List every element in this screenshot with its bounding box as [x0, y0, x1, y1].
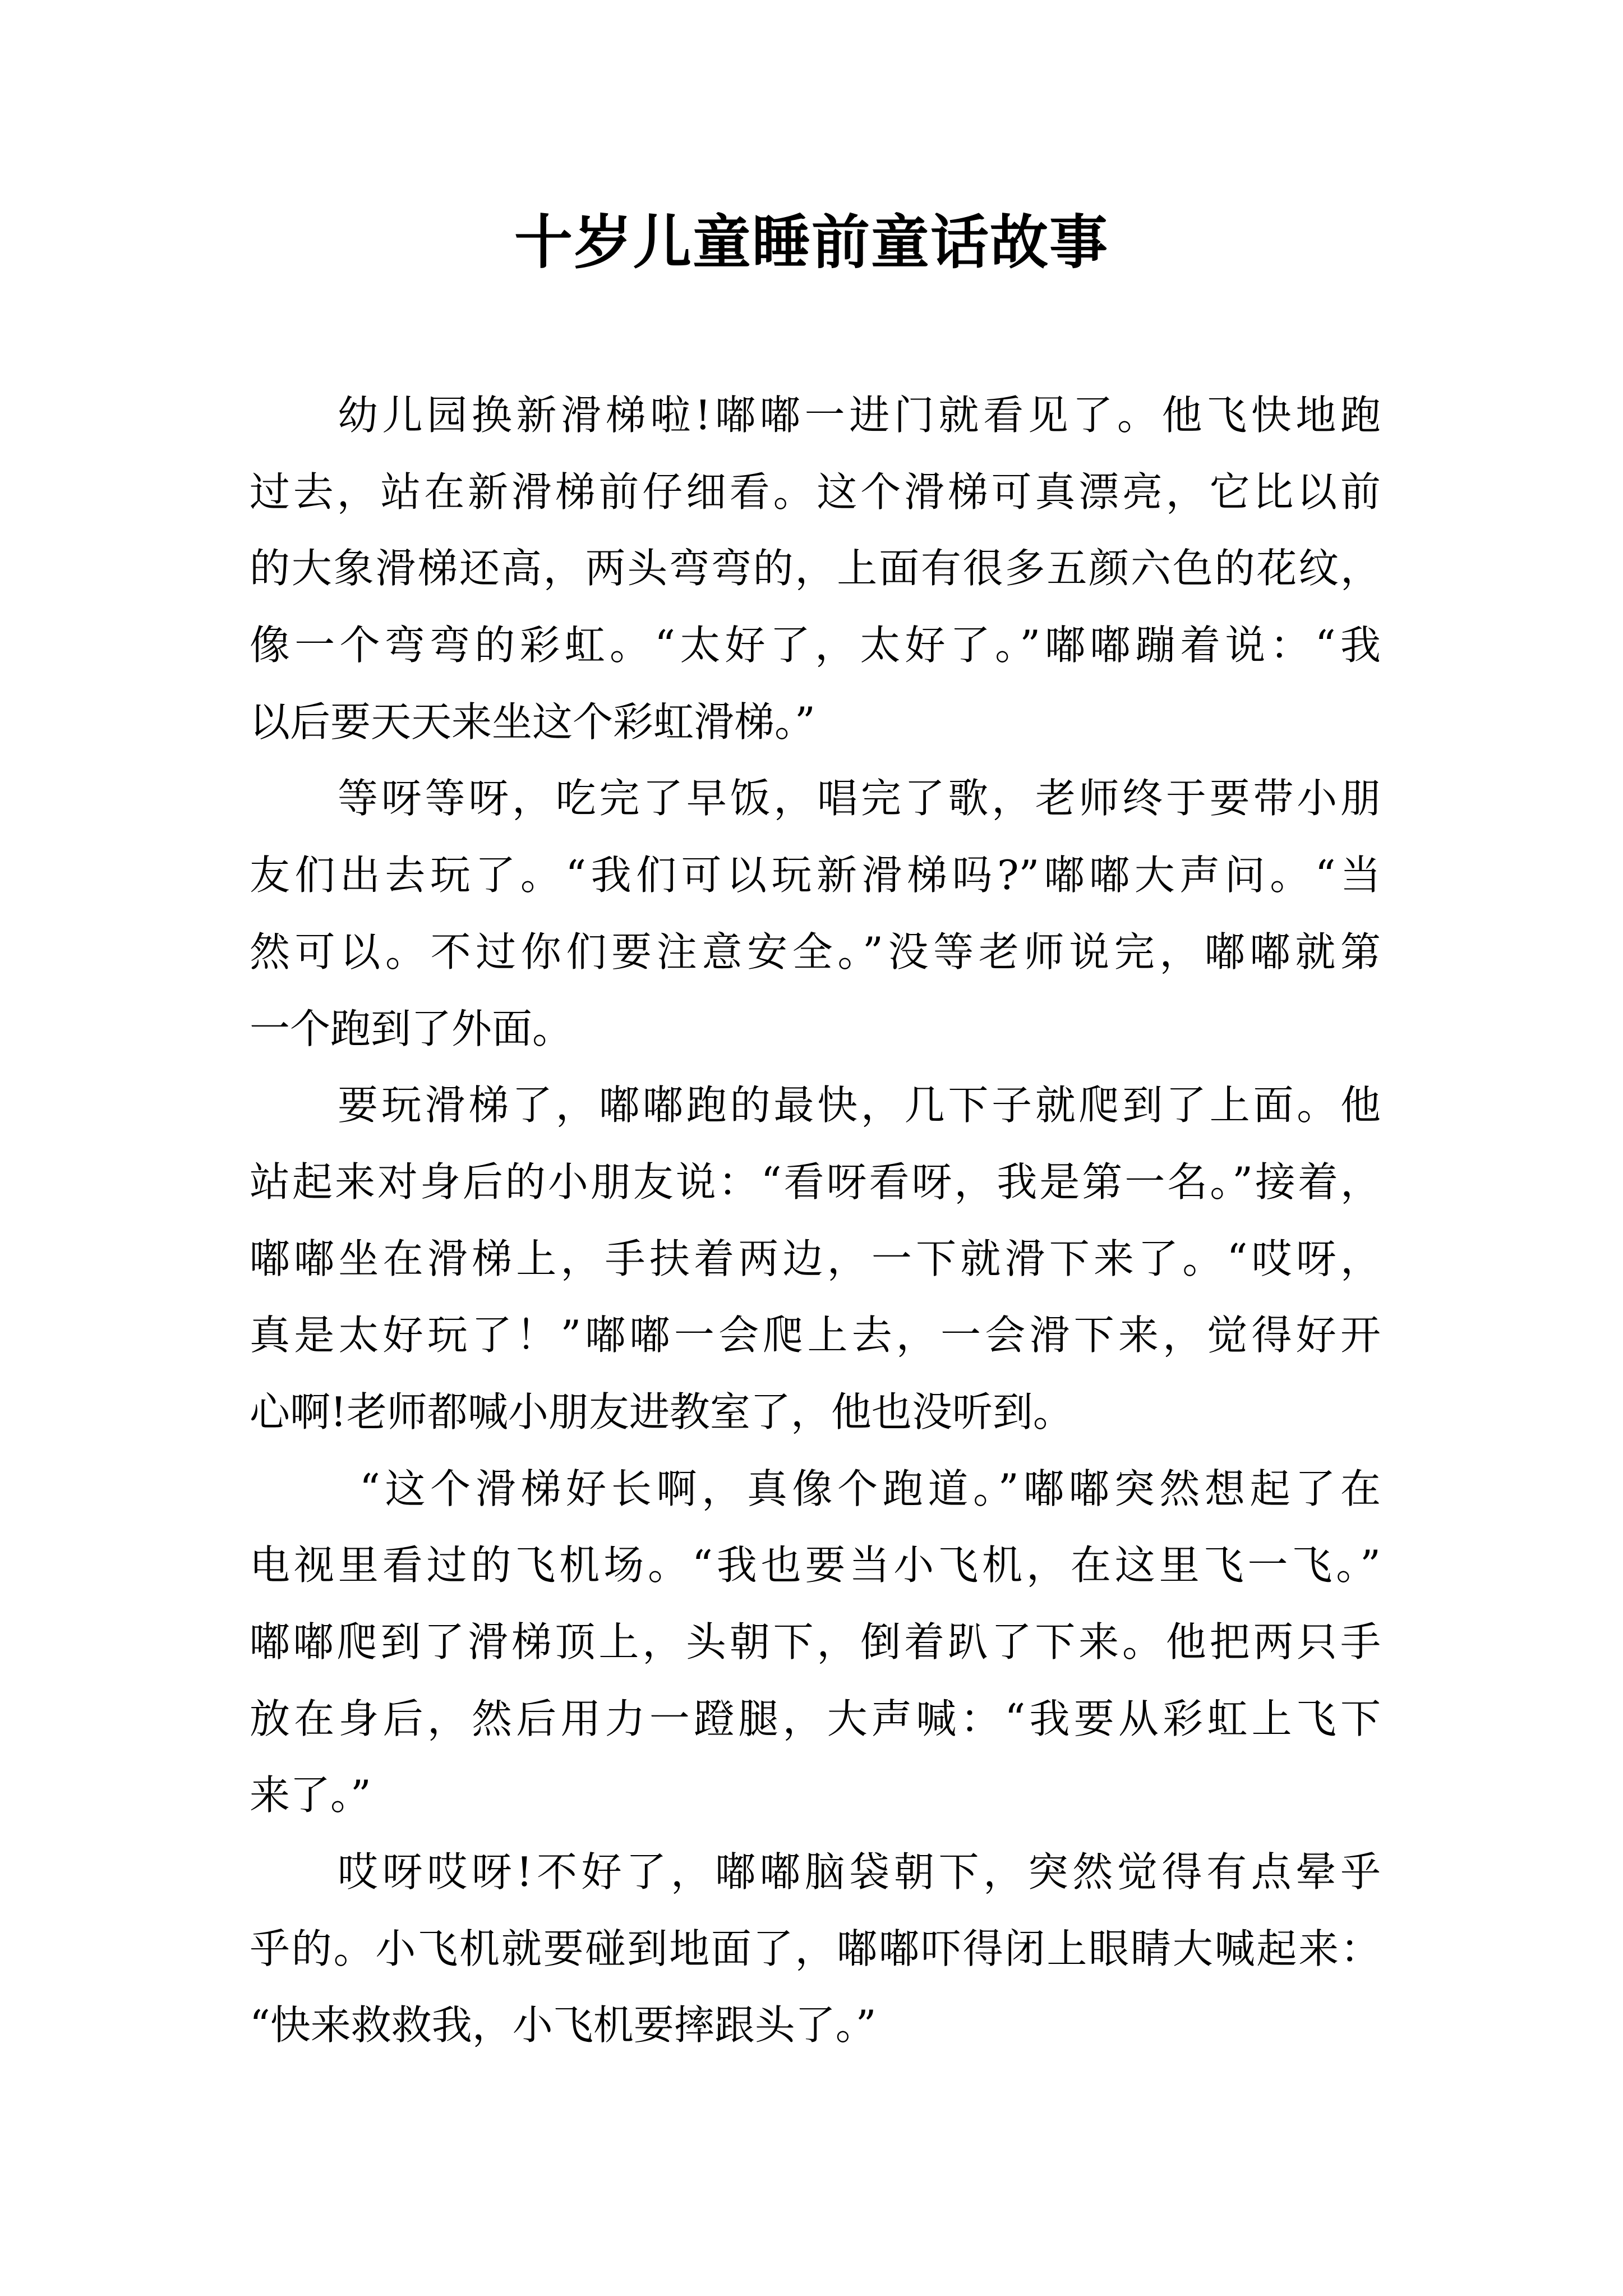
- paragraph-line: “这个滑梯好长啊，真像个跑道。”嘟嘟突然想起了在: [359, 1465, 1381, 1512]
- paragraph-line: 幼儿园换新滑梯啦!嘟嘟一进门就看见了。他飞快地跑: [338, 392, 1381, 439]
- paragraph-1: [250, 377, 1381, 760]
- paragraph-line: 电视里看过的飞机场。“我也要当小飞机，在这里飞一飞。”: [250, 1542, 1381, 1589]
- paragraph-3: [250, 1067, 1381, 1450]
- paragraph-line: 心啊!老师都喊小朋友进教室了，他也没听到。: [250, 1388, 1073, 1435]
- paragraph-line: 站起来对身后的小朋友说：“看呀看呀，我是第一名。”接着，: [250, 1158, 1381, 1205]
- paragraph-4: [250, 1451, 1381, 1834]
- paragraph-line: 嘟嘟爬到了滑梯顶上，头朝下，倒着趴了下来。他把两只手: [250, 1618, 1381, 1665]
- paragraph-line: 过去，站在新滑梯前仔细看。这个滑梯可真漂亮，它比以前: [250, 468, 1381, 516]
- paragraph-line: 真是太好玩了！”嘟嘟一会爬上去，一会滑下来，觉得好开: [250, 1312, 1381, 1359]
- document-body: [250, 377, 1381, 2064]
- paragraph-line: 等呀等呀，吃完了早饭，唱完了歌，老师终于要带小朋: [338, 775, 1381, 822]
- paragraph-line: “快来救救我，小飞机要摔跟头了。”: [250, 2001, 877, 2049]
- paragraph-line: 来了。”: [250, 1772, 371, 1819]
- paragraph-line: 要玩滑梯了，嘟嘟跑的最快，几下子就爬到了上面。他: [338, 1082, 1381, 1129]
- paragraph-line: 然可以。不过你们要注意安全。”没等老师说完，嘟嘟就第: [250, 928, 1381, 976]
- document-title: 十岁儿童睡前童话故事: [514, 208, 1109, 277]
- paragraph-line: 友们出去玩了。“我们可以玩新滑梯吗?”嘟嘟大声问。“当: [250, 852, 1381, 899]
- paragraph-line: 的大象滑梯还高，两头弯弯的，上面有很多五颜六色的花纹，: [250, 545, 1381, 592]
- paragraph-line: 放在身后，然后用力一蹬腿，大声喊：“我要从彩虹上飞下: [250, 1695, 1381, 1742]
- paragraph-line: 嘟嘟坐在滑梯上，手扶着两边，一下就滑下来了。“哎呀，: [250, 1235, 1381, 1282]
- paragraph-line: 乎的。小飞机就要碰到地面了，嘟嘟吓得闭上眼睛大喊起来：: [250, 1925, 1381, 1972]
- paragraph-2: [250, 760, 1381, 1067]
- paragraph-line: 哎呀哎呀!不好了，嘟嘟脑袋朝下，突然觉得有点晕乎: [338, 1848, 1381, 1896]
- paragraph-line: 一个跑到了外面。: [250, 1005, 573, 1052]
- paragraph-line: 像一个弯弯的彩虹。“太好了，太好了。”嘟嘟蹦着说：“我: [250, 622, 1381, 669]
- paragraph-line: 以后要天天来坐这个彩虹滑梯。”: [250, 698, 815, 746]
- paragraph-5: [250, 1834, 1381, 2064]
